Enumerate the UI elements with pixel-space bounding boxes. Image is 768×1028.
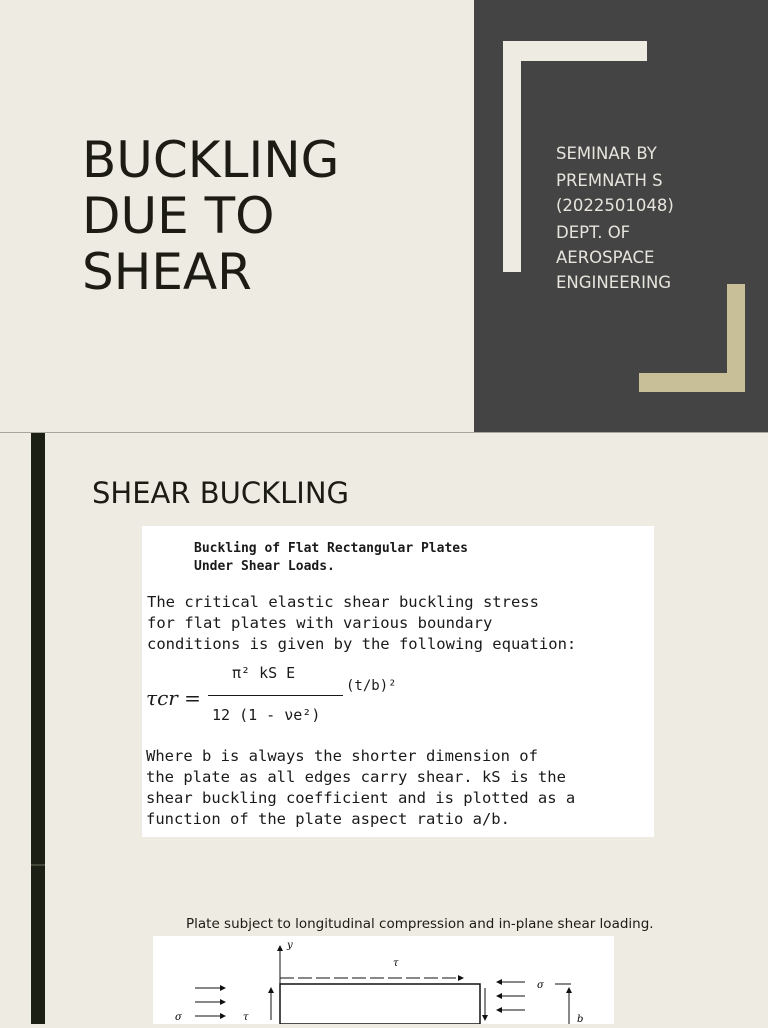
equation-denominator: 12 (1 - νe²) <box>212 706 321 724</box>
plate-outline <box>280 984 480 1024</box>
dimension-label: b <box>577 1014 584 1024</box>
compression-arrows-left <box>195 988 225 1016</box>
equation-factor: (t/b)² <box>346 678 397 694</box>
equation-lhs: τcr = <box>146 686 201 710</box>
shear-label-left: τ <box>243 1012 249 1023</box>
compression-arrows-right <box>497 982 525 1010</box>
y-axis-label: y <box>287 940 293 951</box>
fraction-bar <box>208 695 343 696</box>
scan-where-text: Where b is always the shorter dimension of the plate as all edges carry shear. kS is the shear buckling coefficient and is plotted as a function of the plate aspect ratio a/b. <box>146 747 576 828</box>
shear-label-top: τ <box>393 958 399 969</box>
scanned-text-image <box>142 526 654 837</box>
plate-diagram-svg <box>153 936 614 1024</box>
stress-label-right: σ <box>537 980 544 991</box>
scan-title: Buckling of Flat Rectangular Plates Under Shear Loads. <box>194 541 468 574</box>
scan-paragraph: The critical elastic shear buckling stress for flat plates with various boundary conditions is given by the following equation: <box>147 593 577 653</box>
presenter-name: PREMNATH S (2022501048) <box>556 171 674 215</box>
corner-bracket-bottom <box>639 373 745 392</box>
seminar-by-label: SEMINAR BY <box>556 144 657 163</box>
buckling-equation <box>146 664 406 734</box>
title-slide <box>0 0 768 432</box>
presenter-info <box>556 141 674 297</box>
accent-bar <box>31 433 45 1024</box>
slide-title: BUCKLING DUE TO SHEAR <box>82 131 340 301</box>
equation-numerator: π² kS E <box>232 664 296 682</box>
corner-bracket-top <box>503 41 647 61</box>
plate-loading-diagram <box>153 936 614 1024</box>
accent-bar-break <box>31 864 45 866</box>
section-heading: SHEAR BUCKLING <box>92 476 350 510</box>
department-name: DEPT. OF AEROSPACE ENGINEERING <box>556 223 672 292</box>
figure-caption: Plate subject to longitudinal compression and in-plane shear loading. <box>186 916 654 932</box>
stress-label-left: σ <box>175 1012 182 1023</box>
corner-bracket-top-side <box>503 41 521 272</box>
